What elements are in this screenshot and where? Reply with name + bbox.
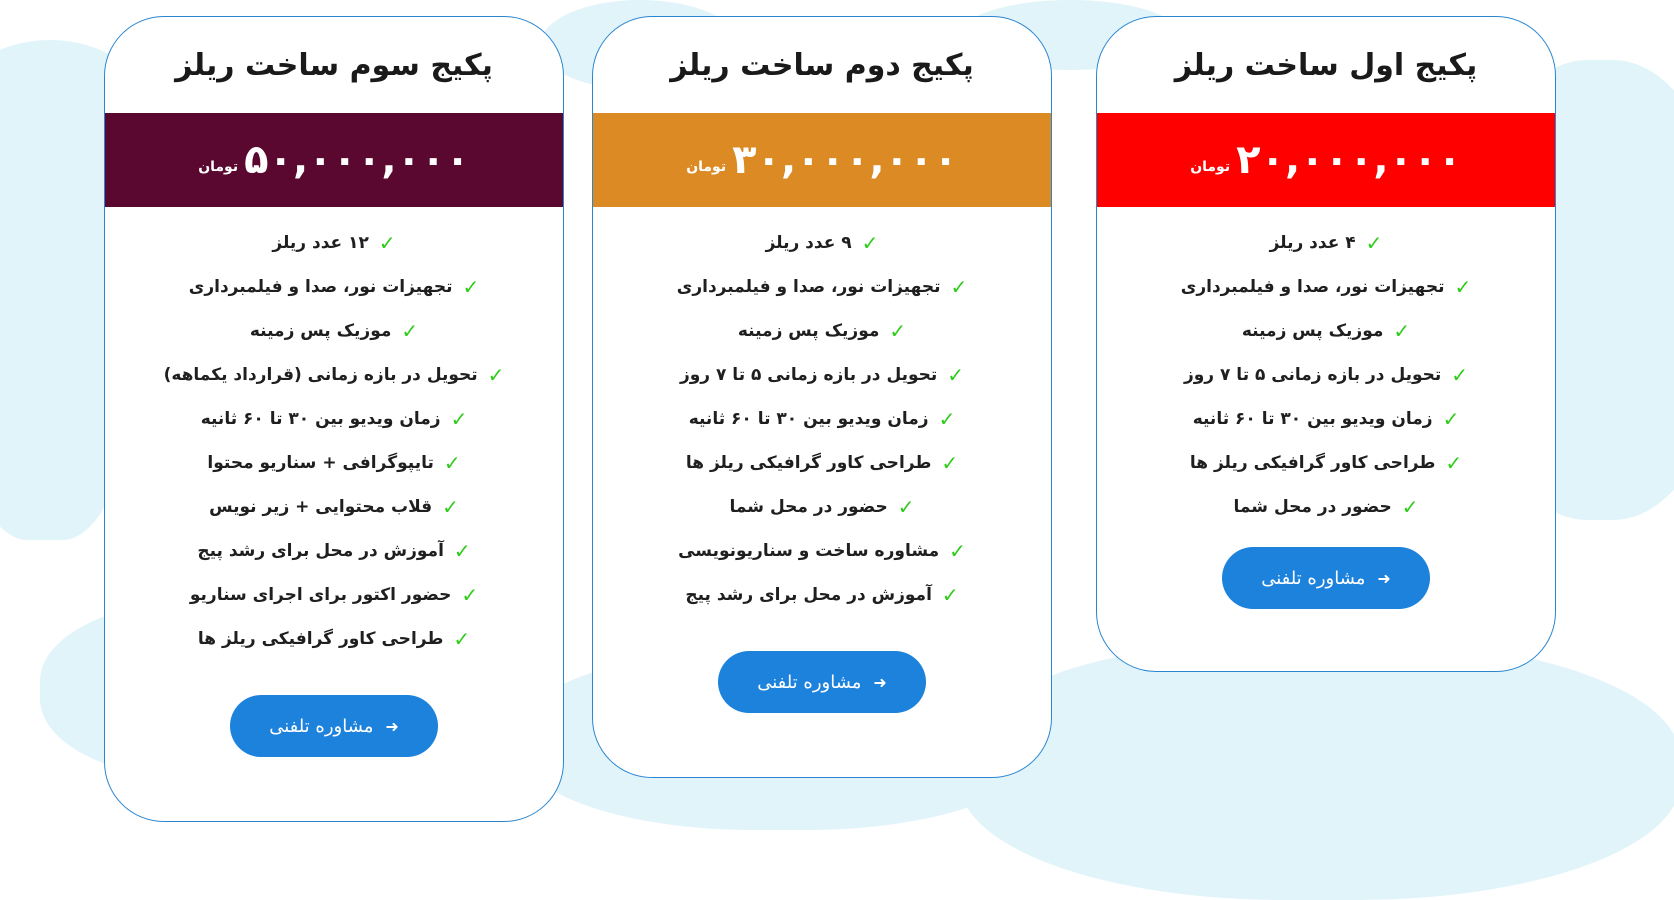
feature-text: حضور اکتور برای اجرای سناریو (189, 585, 452, 605)
feature-text: زمان ویدیو بین ۳۰ تا ۶۰ ثانیه (688, 409, 929, 429)
feature-item (593, 353, 1051, 397)
feature-text: تجهیزات نور، صدا و فیلمبرداری (1180, 277, 1445, 297)
plan-title: پکیج اول ساخت ریلز (1174, 47, 1478, 83)
feature-list (1097, 207, 1555, 529)
feature-text: طراحی کاور گرافیکی ریلز ها (1189, 453, 1436, 473)
check-icon: ✓ (889, 319, 907, 343)
check-icon: ✓ (897, 495, 915, 519)
feature-text: طراحی کاور گرافیکی ریلز ها (197, 629, 444, 649)
plan-card (1096, 16, 1556, 672)
feature-text: موزیک پس زمینه (249, 321, 392, 341)
feature-text: قلاب محتوایی + زیر نویس (209, 497, 433, 517)
check-icon: ✓ (453, 539, 471, 563)
feature-item (1097, 221, 1555, 265)
feature-text: حضور در محل شما (729, 497, 888, 517)
check-icon: ✓ (450, 407, 468, 431)
plan-title: پکیج دوم ساخت ریلز (670, 47, 974, 83)
feature-item (105, 309, 563, 353)
feature-text: ۱۲ عدد ریلز (272, 233, 369, 253)
check-icon: ✓ (1393, 319, 1411, 343)
feature-text: حضور در محل شما (1233, 497, 1392, 517)
feature-list (593, 207, 1051, 617)
price-amount: ۵۰,۰۰۰,۰۰۰ (244, 137, 470, 183)
feature-list (105, 207, 563, 661)
button-label: مشاوره تلفنی (269, 715, 374, 737)
check-icon: ✓ (1442, 407, 1460, 431)
check-icon: ✓ (1365, 231, 1383, 255)
check-icon: ✓ (1451, 363, 1469, 387)
price-band (593, 113, 1051, 207)
check-icon: ✓ (1445, 451, 1463, 475)
price-currency: تومان (198, 159, 239, 175)
feature-item (593, 529, 1051, 573)
feature-text: تحویل در بازه زمانی ۵ تا ۷ روز (679, 365, 938, 385)
phone-consultation-button[interactable] (230, 695, 438, 757)
feature-item (105, 353, 563, 397)
plan-card (592, 16, 1052, 778)
button-label: مشاوره تلفنی (757, 671, 862, 693)
feature-item (105, 397, 563, 441)
price-band (1097, 113, 1555, 207)
price-band (105, 113, 563, 207)
check-icon: ✓ (487, 363, 505, 387)
price-amount: ۲۰,۰۰۰,۰۰۰ (1236, 137, 1462, 183)
feature-item (1097, 353, 1555, 397)
feature-text: زمان ویدیو بین ۳۰ تا ۶۰ ثانیه (200, 409, 441, 429)
feature-item (593, 573, 1051, 617)
arrow-left-icon: ➜ (1377, 568, 1391, 588)
phone-consultation-button[interactable] (718, 651, 926, 713)
check-icon: ✓ (461, 583, 479, 607)
feature-text: مشاوره ساخت و سناریونویسی (678, 541, 940, 561)
background-cloud (960, 640, 1674, 900)
plan-card (104, 16, 564, 822)
feature-text: ۴ عدد ریلز (1269, 233, 1356, 253)
feature-text: ۹ عدد ریلز (765, 233, 852, 253)
price-currency: تومان (686, 159, 727, 175)
feature-item (105, 617, 563, 661)
check-icon: ✓ (443, 451, 461, 475)
check-icon: ✓ (941, 451, 959, 475)
feature-text: تایپوگرافی + سناریو محتوا (207, 453, 434, 473)
feature-item (593, 265, 1051, 309)
feature-item (1097, 397, 1555, 441)
feature-item (593, 309, 1051, 353)
check-icon: ✓ (949, 539, 966, 563)
check-icon: ✓ (1454, 275, 1472, 299)
phone-consultation-button[interactable] (1222, 547, 1430, 609)
check-icon: ✓ (401, 319, 419, 343)
check-icon: ✓ (861, 231, 879, 255)
feature-text: آموزش در محل برای رشد پیج (685, 585, 932, 605)
feature-text: زمان ویدیو بین ۳۰ تا ۶۰ ثانیه (1192, 409, 1433, 429)
check-icon: ✓ (950, 275, 968, 299)
feature-item (105, 485, 563, 529)
feature-item (593, 397, 1051, 441)
check-icon: ✓ (442, 495, 459, 519)
button-label: مشاوره تلفنی (1261, 567, 1366, 589)
feature-text: موزیک پس زمینه (737, 321, 880, 341)
check-icon: ✓ (941, 583, 959, 607)
arrow-left-icon: ➜ (385, 716, 399, 736)
feature-item (1097, 441, 1555, 485)
feature-item (105, 529, 563, 573)
feature-item (593, 221, 1051, 265)
feature-text: تحویل در بازه زمانی ۵ تا ۷ روز (1183, 365, 1442, 385)
feature-text: تجهیزات نور، صدا و فیلمبرداری (188, 277, 453, 297)
feature-item (1097, 485, 1555, 529)
feature-item (105, 265, 563, 309)
feature-text: طراحی کاور گرافیکی ریلز ها (685, 453, 932, 473)
price-currency: تومان (1190, 159, 1231, 175)
feature-item (593, 485, 1051, 529)
feature-text: موزیک پس زمینه (1241, 321, 1384, 341)
feature-item (105, 573, 563, 617)
feature-item (105, 441, 563, 485)
check-icon: ✓ (462, 275, 480, 299)
check-icon: ✓ (378, 231, 396, 255)
feature-text: تحویل در بازه زمانی (قرارداد یکماهه) (163, 365, 478, 385)
check-icon: ✓ (938, 407, 956, 431)
feature-item (593, 441, 1051, 485)
feature-item (105, 221, 563, 265)
check-icon: ✓ (453, 627, 471, 651)
feature-item (1097, 309, 1555, 353)
feature-item (1097, 265, 1555, 309)
feature-text: تجهیزات نور، صدا و فیلمبرداری (676, 277, 941, 297)
feature-text: آموزش در محل برای رشد پیج (197, 541, 444, 561)
price-amount: ۳۰,۰۰۰,۰۰۰ (732, 137, 958, 183)
plan-title: پکیج سوم ساخت ریلز (175, 47, 493, 83)
arrow-left-icon: ➜ (873, 672, 887, 692)
check-icon: ✓ (947, 363, 965, 387)
check-icon: ✓ (1401, 495, 1419, 519)
